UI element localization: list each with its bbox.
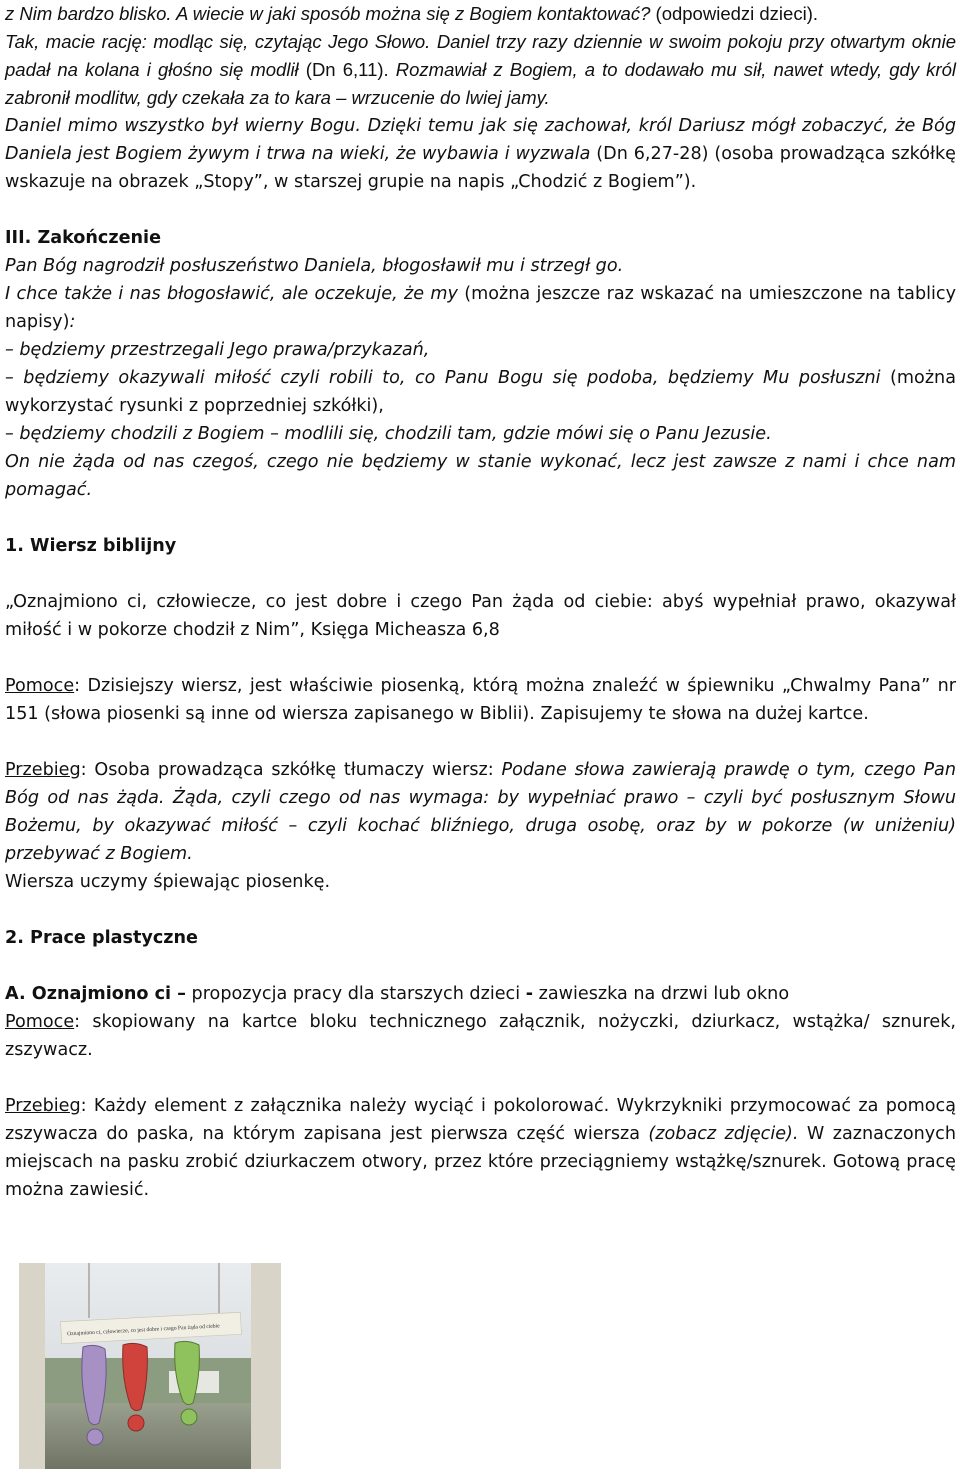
verse-przebieg-text: : Osoba prowadząca szkółkę tłumaczy wiersz: (80, 760, 502, 780)
document-page (5, 0, 956, 1204)
crafts-przebieg-text-2: W zaznaczonych miejscach na pasku zrobić dziurkaczem otwory, przez które przeciągniemy wstążkę/sznurek. Gotową pracę można zawiesić. (5, 1124, 956, 1200)
crafts-przebieg-text: : Każdy element z załącznika należy wyciąć i pokolorować. Wykrzykniki przymocować za pomocą zszywacza do paska, na którym zapisana jest pierwsza część wiersza (5, 1096, 956, 1144)
section-3-bullet-2-normal: (można wykorzystać rysunki z poprzedniej szkółki), (5, 368, 956, 416)
crafts-heading: 2. Prace plastyczne (5, 928, 198, 948)
road (45, 1403, 251, 1469)
section-3-closing: On nie żąda od nas czegoś, czego nie będziemy w stanie wykonać, lecz jest zawsze z nami i chce nam pomagać. (5, 452, 956, 500)
verse-pomoce (5, 672, 956, 728)
crafts-a-title: A. Oznajmiono ci – (5, 984, 186, 1004)
intro-p2-normal: (Dn 6,11). (298, 59, 389, 80)
verse-przebieg-italic: Podane słowa zawierają prawdę o tym, czego Pan Bóg od nas żąda. Żąda, czyli czego od nas wymaga: by wypełniać prawo – czyli być posłusznym Słowu Bożemu, by okazywać miłość – czyli kochać bliźniego, druga osobę, oraz by w pokorze (w uniżeniu) przebywać z Bogiem. (5, 760, 956, 864)
crafts-a-dash: - (525, 984, 534, 1004)
section-3-line-2 (5, 280, 956, 336)
verse-heading: 1. Wiersz biblijny (5, 536, 177, 556)
crafts-przebieg (5, 1092, 956, 1204)
intro-paragraph-1 (5, 0, 956, 28)
intro-line1-italic: z Nim bardzo blisko. A wiecie w jaki sposób można się z Bogiem kontaktować? (5, 3, 651, 24)
crafts-przebieg-label: Przebieg (5, 1096, 81, 1116)
crafts-przebieg-italic: (zobacz zdjęcie). (648, 1124, 799, 1144)
strip-text: Oznajmiono ci, człowiecze, co jest dobre i czego Pan żąda od ciebie (67, 1323, 220, 1338)
verse-pomoce-label: Pomoce (5, 676, 75, 696)
section-3-bullet-1: – będziemy przestrzegali Jego prawa/przykazań, (5, 340, 430, 360)
verse-pomoce-text: : Dzisiejszy wiersz, jest właściwie piosenką, którą można znaleźć w śpiewniku „Chwalmy Pana” nr 151 (słowa piosenki są inne od wiersza zapisanego w Biblii). Zapisujemy te słowa na dużej kartce. (5, 676, 956, 724)
section-3-bullet-3: – będziemy chodzili z Bogiem – modlili się, chodzili tam, gdzie mówi się o Panu Jezusie. (5, 424, 772, 444)
verse-quote: „Oznajmiono ci, człowiecze, co jest dobre i czego Pan żąda od ciebie: abyś wypełniał prawo, okazywał miłość i w pokorze chodził z Nim”, Księga Micheasza 6,8 (5, 592, 956, 640)
crafts-pomoce-label: Pomoce (5, 1012, 75, 1032)
crafts-a-line (5, 980, 956, 1008)
section-3-line-2-end: : (69, 312, 76, 332)
craft-photo-illustration (19, 1263, 281, 1469)
section-3-line-1: Pan Bóg nagrodził posłuszeństwo Daniela, błogosławił mu i strzegł go. (5, 256, 624, 276)
section-3-line-2-italic: I chce także i nas błogosławić, ale oczekuje, że my (5, 284, 458, 304)
intro-paragraph-3 (5, 112, 956, 196)
craft-photo (19, 1263, 281, 1469)
trees (45, 1358, 251, 1403)
crafts-a-text: propozycja pracy dla starszych dzieci (185, 984, 526, 1004)
intro-p2-italic: Tak, macie rację: modląc się, czytając Jego Słowo. Daniel trzy razy dziennie w swoim pokoju przy otwartym oknie padał na kolana i głośno się modlił (5, 31, 956, 80)
section-3-line-2-normal: (można jeszcze raz wskazać na umieszczone na tablicy napisy) (5, 284, 956, 332)
section-3-bullet-2 (5, 364, 956, 420)
intro-p2-italic-2: Rozmawiał z Bogiem, a to dodawało mu sił, nawet wtedy, gdy król zabronił modlitw, gdy czekała za to kara – wrzucenie do lwiej jamy. (5, 59, 956, 108)
intro-p3-italic: Daniel mimo wszystko był wierny Bogu. Dzięki temu jak się zachował, król Dariusz mógł zobaczyć, że Bóg Daniela jest Bogiem żywym i trwa na wieki, że wybawia i wyzwala (5, 116, 956, 164)
crafts-a-text-2: zawieszka na drzwi lub okno (533, 984, 790, 1004)
window-frame-right (251, 1263, 281, 1469)
intro-paragraph-2 (5, 28, 956, 112)
crafts-pomoce (5, 1008, 956, 1064)
window-frame-left (19, 1263, 45, 1469)
verse-song: Wiersza uczymy śpiewając piosenkę. (5, 872, 331, 892)
intro-p3-normal: (Dn 6,27-28) (osoba prowadząca szkółkę wskazuje na obrazek „Stopy”, w starszej grupie na napis „Chodzić z Bogiem”). (5, 144, 957, 192)
crafts-pomoce-text: : skopiowany na kartce bloku technicznego załącznik, nożyczki, dziurkacz, wstążka/ sznurek, zszywacz. (5, 1012, 956, 1060)
section-3-heading: III. Zakończenie (5, 228, 162, 248)
section-3-bullet-2-italic: – będziemy okazywali miłość czyli robili to, co Panu Bogu się podoba, będziemy Mu posłuszni (5, 368, 881, 388)
intro-line1-normal: (odpowiedzi dzieci). (650, 3, 818, 24)
verse-przebieg (5, 756, 956, 868)
verse-przebieg-label: Przebieg (5, 760, 81, 780)
